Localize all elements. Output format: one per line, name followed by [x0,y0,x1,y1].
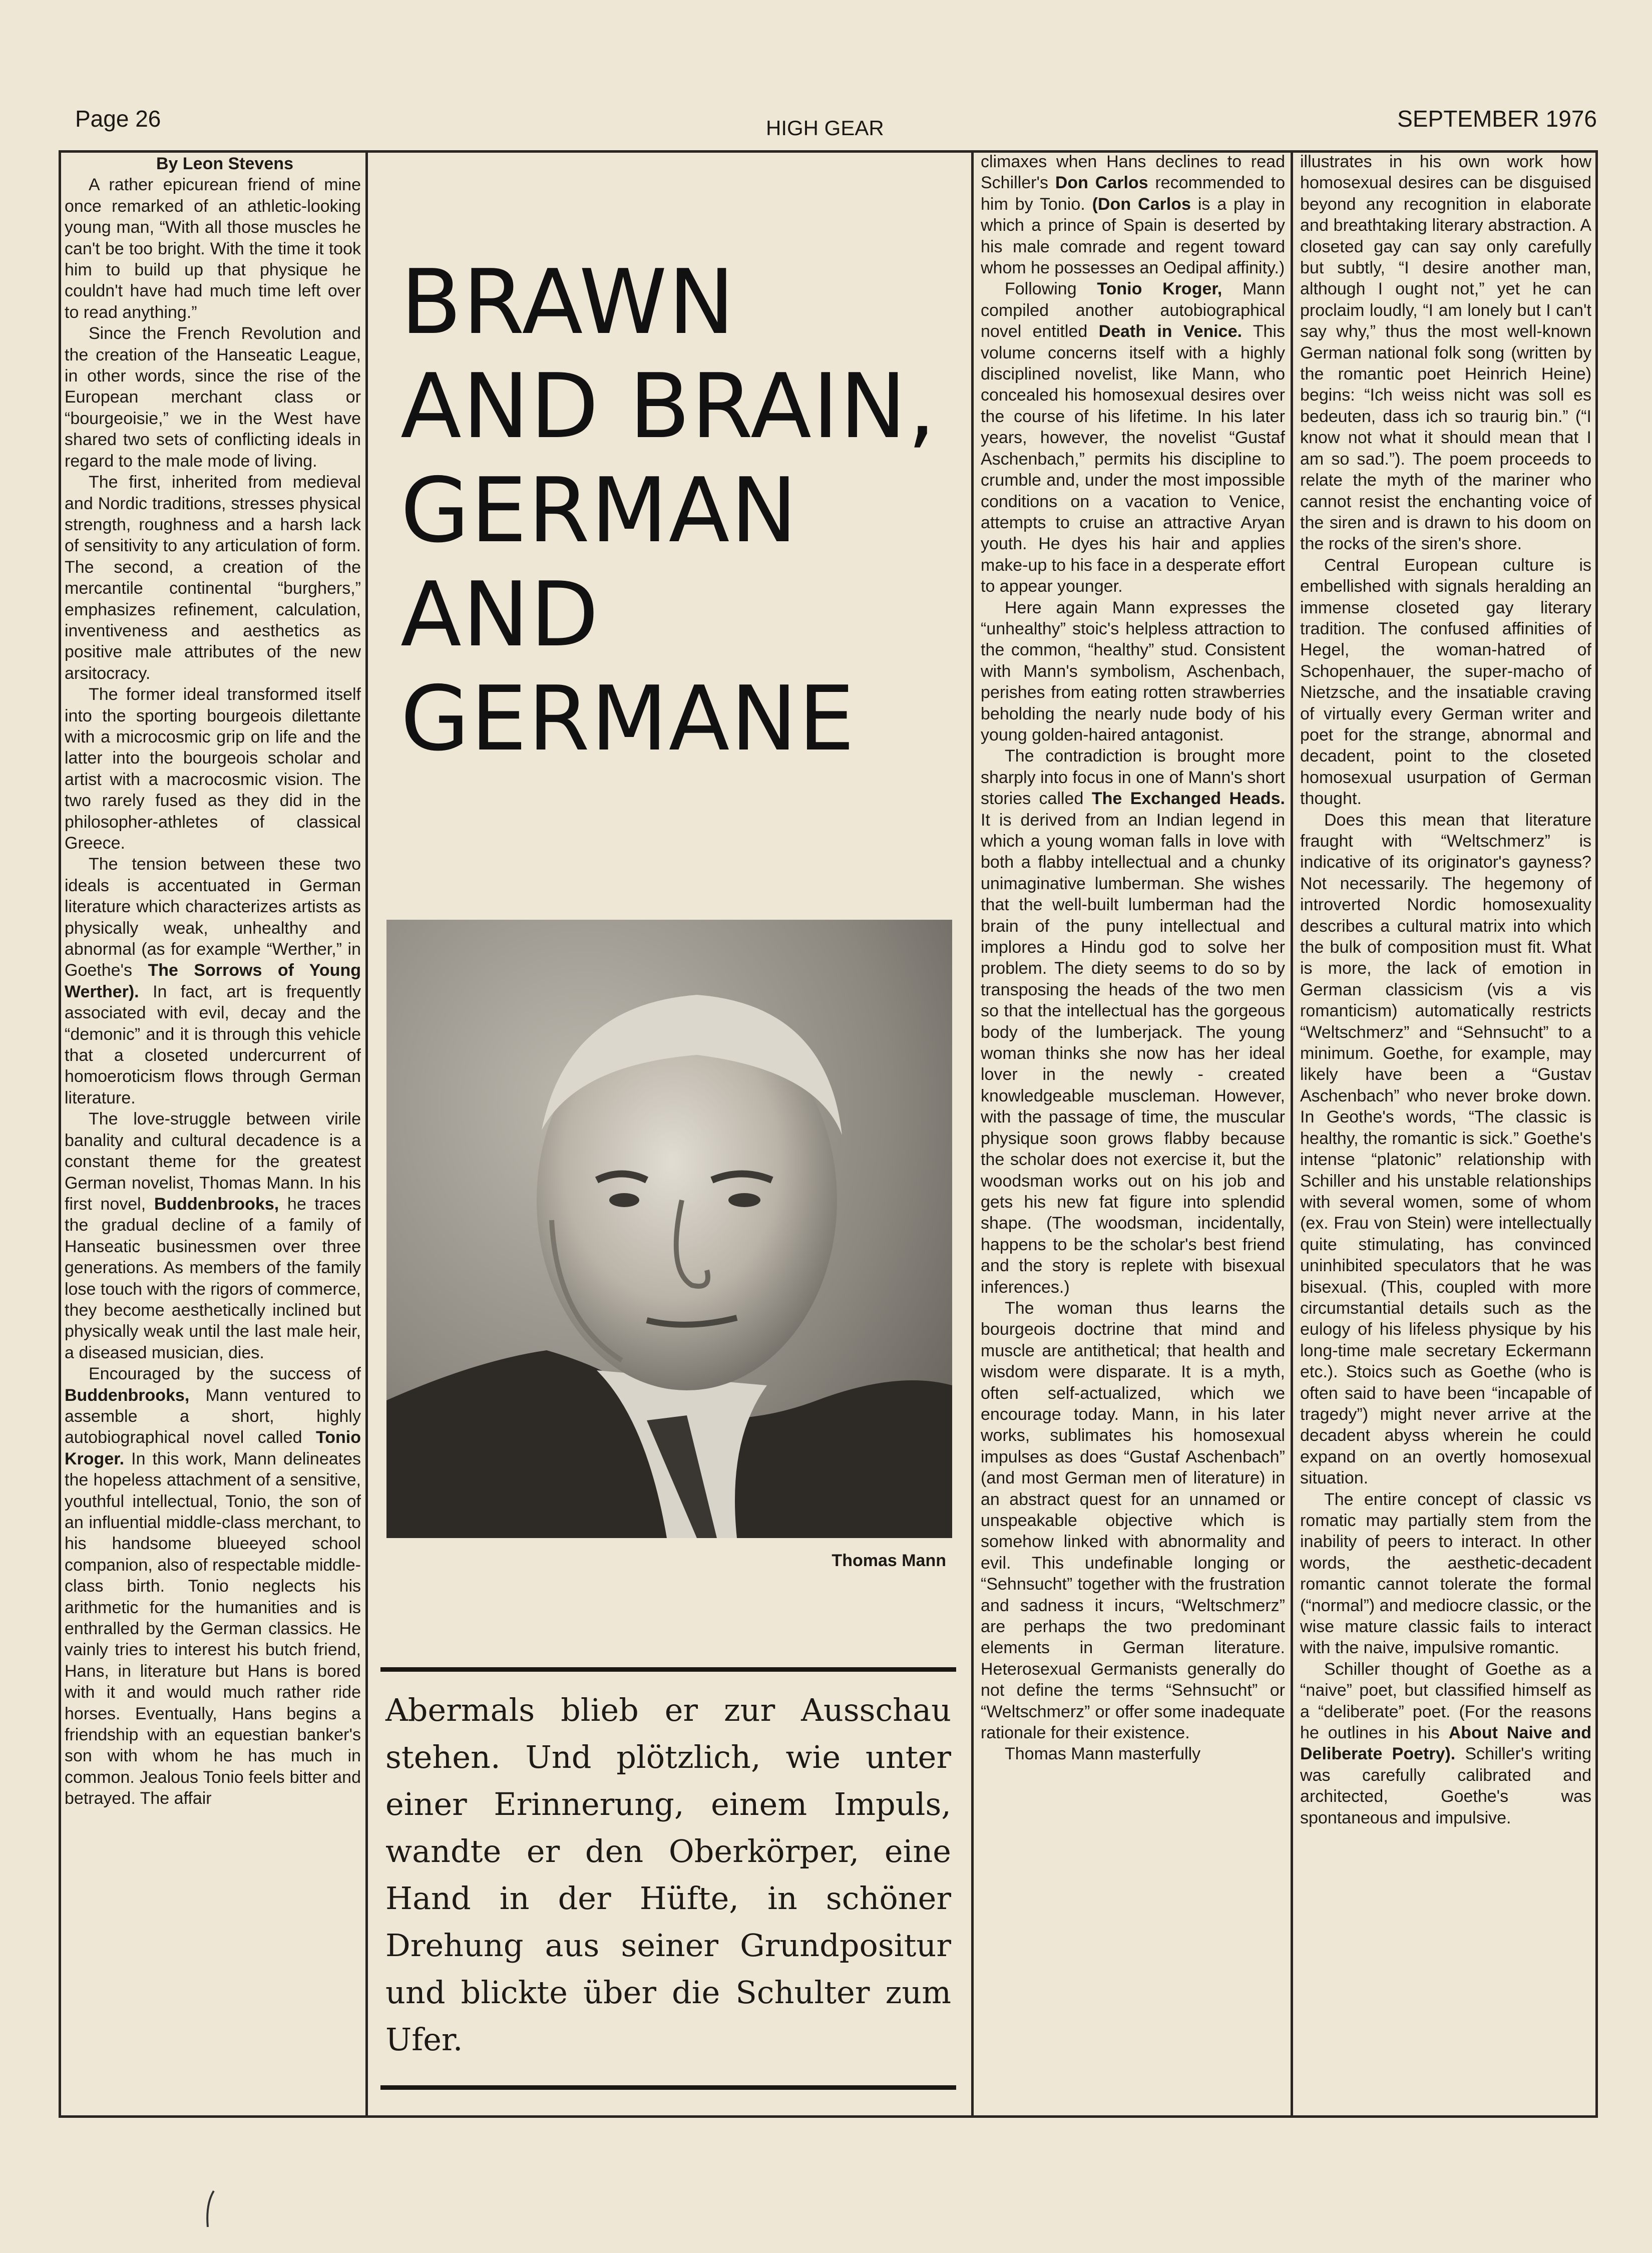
book-title: Tonio Kroger. [65,1428,361,1468]
column-rule-right [1595,150,1598,2118]
pull-quote-rule-bottom [380,2085,956,2090]
col3-paragraph: Thomas Mann masterfully [1005,1744,1201,1764]
col3-paragraph: Following Tonio Kroger, Mann compiled another autobiographical novel entitled Death in Venice. This volume concerns itself with a highly disciplined novelist, like Mann, who concealed his homosexual desires over the course of his lifetime. In his later years, however, the novelist “Gustaf Aschenbach,” permits his discipline to crumble and, under the most impossible conditions on a vacation to Venice, attempts to cruise an attractive Aryan youth. He dyes his hair and applies make-up to his face in a desperate effort to appear younger. [981,279,1285,596]
publication-name: HIGH GEAR [766,116,884,140]
page-number: Page 26 [75,106,161,132]
column-rule-1 [365,150,368,2118]
pull-quote-rule-top [380,1667,956,1672]
col4-paragraph: Central European culture is embellished with signals heralding an immense closeted gay literary tradition. The confused affinities of Hegel, the woman-hatred of Schopenhauer, the super-macho of Nietzsche, and the insatiable craving of virtually every German writer and poet for the strange, abnormal and decadent, point to the closeted homosexual usurpation of German thought. [1300,555,1591,809]
book-title: Don Carlos [1055,173,1148,193]
headline-line: GERMAN [400,459,798,562]
issue-date: SEPTEMBER 1976 [1397,106,1597,132]
book-title: The Sorrows of Young Werther). [65,961,361,1001]
col1-paragraph: The tension between these two ideals is accentuated in German literature which characterizes artists as physically weak, unhealthy and abnormal (as for example “Werther,” in Goethe's The Sorrows of Young Werther). In fact, art is frequently associated with evil, decay and the “demonic” and it is through this vehicle that a closeted undercurrent of homoeroticism flows through German literature. [65,855,361,1107]
headline-line: GERMANE [400,667,856,771]
portrait-photo [386,920,952,1538]
col1-paragraph: A rather epicurean friend of mine once remarked of an athletic-looking young man, “With all those muscles he can't be too bright. With the time it took him to build up that physique he couldn't have had much time left over to read anything.” [65,175,361,322]
col4-paragraph: illustrates in his own work how homosexual desires can be disguised beyond any recognition in elaborate and breathtaking literary abstraction. A closeted gay can say only carefully but subtly, “I desire another man, although I ought not,” yet he can proclaim loudly, “I am lonely but I can't say why,” thus the most well-known German national folk song (written by the romantic poet Heinrich Heine) begins: “Ich weiss nicht was soll es bedeuten, dass ich so traurig bin.” (“I know not what it should mean that I am so sad.”). The poem proceeds to relate the myth of the mariner who cannot resist the enchanting voice of the siren and is drawn to his doom on the rocks of the siren's shore. [1300,152,1591,554]
col3-paragraph: climaxes when Hans declines to read Schiller's Don Carlos recommended to him by Tonio. (Don Carlos is a play in which a prince of Spain is deserted by his male comrade and regent toward whom he possesses an Oedipal affinity.) [981,152,1285,278]
book-title: Tonio Kroger, [1097,279,1222,299]
pull-quote: Abermals blieb er zur Ausschau stehen. Und plötzlich, wie unter einer Erinnerung, einem Impuls, wandte er den Oberkörper, eine Hand in der Hüfte, in schöner Drehung aus seiner Grundpositur und blickte über die Schulter zum Ufer. [385,1692,951,2058]
portrait-image [386,920,952,1538]
col1-paragraph: The love-struggle between virile banality and cultural decadence is a constant theme for the greatest German novelist, Thomas Mann. In his first novel, Buddenbrooks, he traces the gradual decline of a family of Hanseatic businessmen over three generations. As members of the family lose touch with the rigors of commerce, they become aesthetically inclined but physically weak until the last male heir, a diseased musician, dies. [65,1109,361,1362]
column-rule-3 [1291,150,1293,2118]
book-title: Death in Venice. [1098,322,1243,341]
page-header [75,105,1597,145]
book-title: (Don Carlos [1092,194,1191,214]
headline-line: AND BRAIN, [400,354,937,458]
byline: By Leon Stevens [156,154,293,173]
pen-mark [203,2189,218,2229]
col4-paragraph: Schiller thought of Goethe as a “naive” poet, but classified himself as a “deliberate” poet. (For the reasons he outlines in his About Naive and Deliberate Poetry). Schiller's writing was carefully calibrated and architected, Goethe's was spontaneous and impulsive. [1300,1659,1591,1827]
headline-line: AND [400,563,600,666]
column-4 [1300,151,1591,2114]
book-title: The Exchanged Heads. [1091,789,1285,809]
book-title: About Naive and Deliberate Poetry). [1300,1723,1591,1764]
column-3 [981,151,1285,2114]
col3-paragraph: The contradiction is brought more sharply into focus in one of Mann's short stories called The Exchanged Heads. It is derived from an Indian legend in which a young woman falls in love with both a flabby intellectual and a chunky unimaginative lumberman. She wishes that the well-built lumberman had the brain of the puny intellectual and implores a Hindu god to solve her problem. The diety seems to do so by transposing the heads of the two men so that the intellectual has the gorgeous body of the lumberjack. The young woman thinks she now has her ideal lover in the newly - created knowledgeable muscleman. However, with the passage of time, the muscular physique soon grows flabby because the scholar does not exercise it, but the woodsman works out on his job and gets his new fat figure into splendid shape. (The woodsman, incidentally, happens to be the scholar's best friend and the story is replete with bisexual inferences.) [981,746,1285,1297]
col1-paragraph: The first, inherited from medieval and Nordic traditions, stresses physical strength, roughness and a harsh lack of sensitivity to any articulation of form. The second, a creation of the mercantile continental “burghers,” emphasizes refinement, calculation, inventiveness and aesthetics as positive male attributes of the new arsitocracy. [65,473,361,683]
col4-paragraph: The entire concept of classic vs romatic may partially stem from the inability of peers to interact. In other words, the aesthetic-decadent romantic cannot tolerate the formal (“normal”) and mediocre classic, or the wise mature classic fails to interact with the naive, impulsive romantic. [1300,1489,1591,1658]
column-1 [65,153,361,2116]
col4-paragraph: Does this mean that literature fraught with “Weltschmerz” is indicative of its originator's gayness? Not necessarily. The hegemony of introverted Nordic homosexuality describes a cultural matrix into which the bulk of composition must fit. What is more, the lack of emotion in German classicism (vis a vis romanticism) automatically restricts “Weltschmerz” and “Sehnsucht” to a minimum. Goethe, for example, may likely have been a “Gustav Aschenbach” who never broke down. In Geothe's words, “The classic is healthy, the romantic is sick.” Goethe's intense “platonic” relationship with Schiller and his unstable relationships with several women, some of whom (ex. Frau von Stein) were intellectually quite stimulating, has convinced uninhibited speculators that he was bisexual. (This, coupled with more circumstantial details such as the eulogy of his lifeless physique by his long-time male secretary Eckermann etc.). Stoics such as Goethe (who is often said to have been “incapable of tragedy”) might never arrive at the decadent abyss wherein he could expand on an overtly homosexual situation. [1300,810,1591,1488]
headline [400,250,937,771]
book-title: Buddenbrooks, [65,1385,190,1405]
col1-paragraph: The former ideal transformed itself into the sporting bourgeois dilettante with a microcosmic grip on life and the latter into the bourgeois scholar and artist with a macrocosmic vision. The two rarely fused as they did in the philosopher-athletes of classical Greece. [65,685,361,853]
col3-paragraph: Here again Mann expresses the “unhealthy” stoic's helpless attraction to the common, “healthy” stud. Consistent with Mann's symbolism, Aschenbach, perishes from eating rotten strawberries beholding the nearly nude body of his young golden-haired antagonist. [981,598,1285,744]
col3-paragraph: The woman thus learns the bourgeois doctrine that mind and muscle are antithetical; that health and wisdom were disparate. It is a myth, often self-actualized, which we encourage today. Mann, in his later works, sublimates his homosexual impulses as does “Gustaf Aschenbach” (and most German men of literature) in an abstract quest for an unnamed or unspeakable objective which is somehow linked with abnormality and evil. This undefinable longing or “Sehnsucht” together with the frustration and sadness it incurs, “Weltschmerz” are perhaps the two predominant elements in German literature. Heterosexual Germanists generally do not define the terms “Sehnsucht” or “Weltschmerz” or offer some inadequate rationale for their existence. [981,1298,1285,1743]
column-rule-2 [971,150,974,2118]
book-title: Buddenbrooks, [154,1194,279,1214]
col1-paragraph: Since the French Revolution and the creation of the Hanseatic League, in other words, since the rise of the European merchant class or “bourgeoisie,” we in the West have shared two sets of conflicting ideals in regard to the male mode of living. [65,324,361,471]
photo-caption: Thomas Mann [832,1551,946,1570]
headline-line: BRAWN [400,250,736,354]
col1-paragraph: Encouraged by the success of Buddenbrooks, Mann ventured to assemble a short, highly autobiographical novel called Tonio Kroger. In this work, Mann delineates the hopeless attachment of a sensitive, youthful intellectual, Tonio, the son of an influential middle-class merchant, to his handsome blueeyed school companion, also of respectable middle-class birth. Tonio neglects his arithmetic for the humanities and is enthralled by the German classics. He vainly tries to interest his butch friend, Hans, in literature but Hans is bored with it and would much rather ride horses. Eventually, Hans begins a friendship with an equestian banker's son with whom he has much in common. Jealous Tonio feels bitter and betrayed. The affair [65,1364,361,1808]
column-rule-left [59,150,61,2118]
pull-quote-box [380,1667,956,2090]
